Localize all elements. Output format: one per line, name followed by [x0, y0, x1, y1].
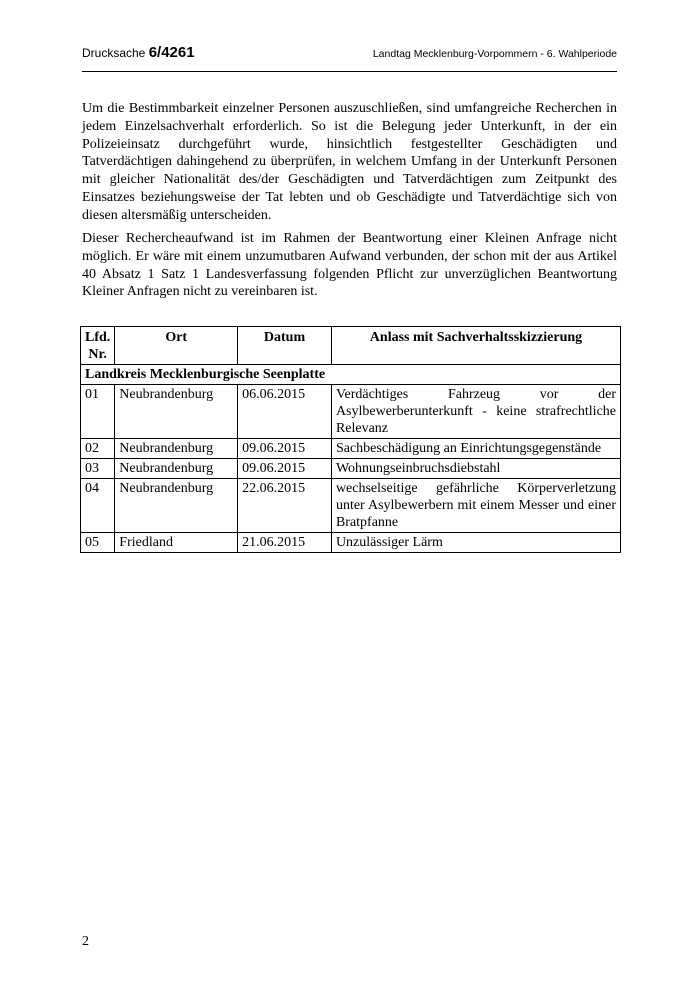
- table-row: [81, 385, 621, 439]
- cell-anlass: Wohnungseinbruchsdiebstahl: [331, 459, 620, 479]
- cell-datum: 21.06.2015: [238, 533, 332, 553]
- paragraph-unreasonable-effort: Dieser Rechercheaufwand ist im Rahmen der Beantwortung einer Kleinen Anfrage nicht möglich. Er wäre mit einem unzumutbaren Aufwand verbunden, der schon mit der aus Artikel 40 Absatz 1 Satz 1 Landesverfassung folgenden Pflicht zur unverzüglichen Beantwortung Kleiner Anfragen nicht zu vereinbaren ist.: [82, 231, 617, 300]
- cell-nr: 04: [81, 479, 115, 533]
- cell-ort: Friedland: [115, 533, 238, 553]
- cell-datum: 09.06.2015: [238, 439, 332, 459]
- cell-nr: 02: [81, 439, 115, 459]
- drucksache-number: 6/4261: [148, 44, 195, 61]
- drucksache-prefix: Drucksache: [82, 46, 146, 60]
- page-number: 2: [82, 934, 89, 949]
- header-lfd-nr: Lfd. Nr.: [81, 327, 115, 365]
- drucksache-label: [82, 44, 195, 61]
- cell-ort: Neubrandenburg: [115, 479, 238, 533]
- header-datum: Datum: [238, 327, 332, 365]
- table-row: [81, 459, 621, 479]
- cell-nr: 03: [81, 459, 115, 479]
- page-header: [82, 44, 617, 61]
- incident-table: [80, 326, 621, 553]
- cell-nr: 05: [81, 533, 115, 553]
- cell-anlass: Sachbeschädigung an Einrichtungsgegenstände: [331, 439, 620, 459]
- parliament-name: Landtag Mecklenburg-Vorpommern - 6. Wahlperiode: [372, 48, 617, 60]
- table-group-row: [81, 365, 621, 385]
- cell-datum: 06.06.2015: [238, 385, 332, 439]
- paragraph-research-effort: Um die Bestimmbarkeit einzelner Personen auszuschließen, sind umfangreiche Recherchen in jedem Einzelsachverhalt erforderlich. So ist die Belegung jeder Unterkunft, in der ein Polizeieinsatz durchgeführt wurde, hinsichtlich festgestellter Geschädigten und Tatverdächtigen dahingehend zu überprüfen, in welchem Umfang in der Unterkunft Personen mit gleicher Nationalität des/der Geschädigten und Tatverdächtigen zum Zeitpunkt des Einsatzes beziehungsweise der Tat lebten und ob Geschädigte und Tatverdächtige sich von diesen altersmäßig unterscheiden.: [82, 101, 617, 223]
- table-row: [81, 439, 621, 459]
- header-ort: Ort: [115, 327, 238, 365]
- cell-datum: 09.06.2015: [238, 459, 332, 479]
- cell-ort: Neubrandenburg: [115, 439, 238, 459]
- cell-anlass: Verdächtiges Fahrzeug vor der Asylbewerberunterkunft - keine strafrechtliche Relevanz: [331, 385, 620, 439]
- cell-anlass: Unzulässiger Lärm: [331, 533, 620, 553]
- header-divider: [82, 71, 617, 72]
- table-header-row: [81, 327, 621, 365]
- cell-anlass: wechselseitige gefährliche Körperverletzung unter Asylbewerbern mit einem Messer und einer Bratpfanne: [331, 479, 620, 533]
- cell-nr: 01: [81, 385, 115, 439]
- cell-ort: Neubrandenburg: [115, 459, 238, 479]
- table-row: [81, 479, 621, 533]
- cell-ort: Neubrandenburg: [115, 385, 238, 439]
- table-row: [81, 533, 621, 553]
- cell-datum: 22.06.2015: [238, 479, 332, 533]
- header-anlass: Anlass mit Sachverhaltsskizzierung: [331, 327, 620, 365]
- group-label: Landkreis Mecklenburgische Seenplatte: [81, 365, 621, 385]
